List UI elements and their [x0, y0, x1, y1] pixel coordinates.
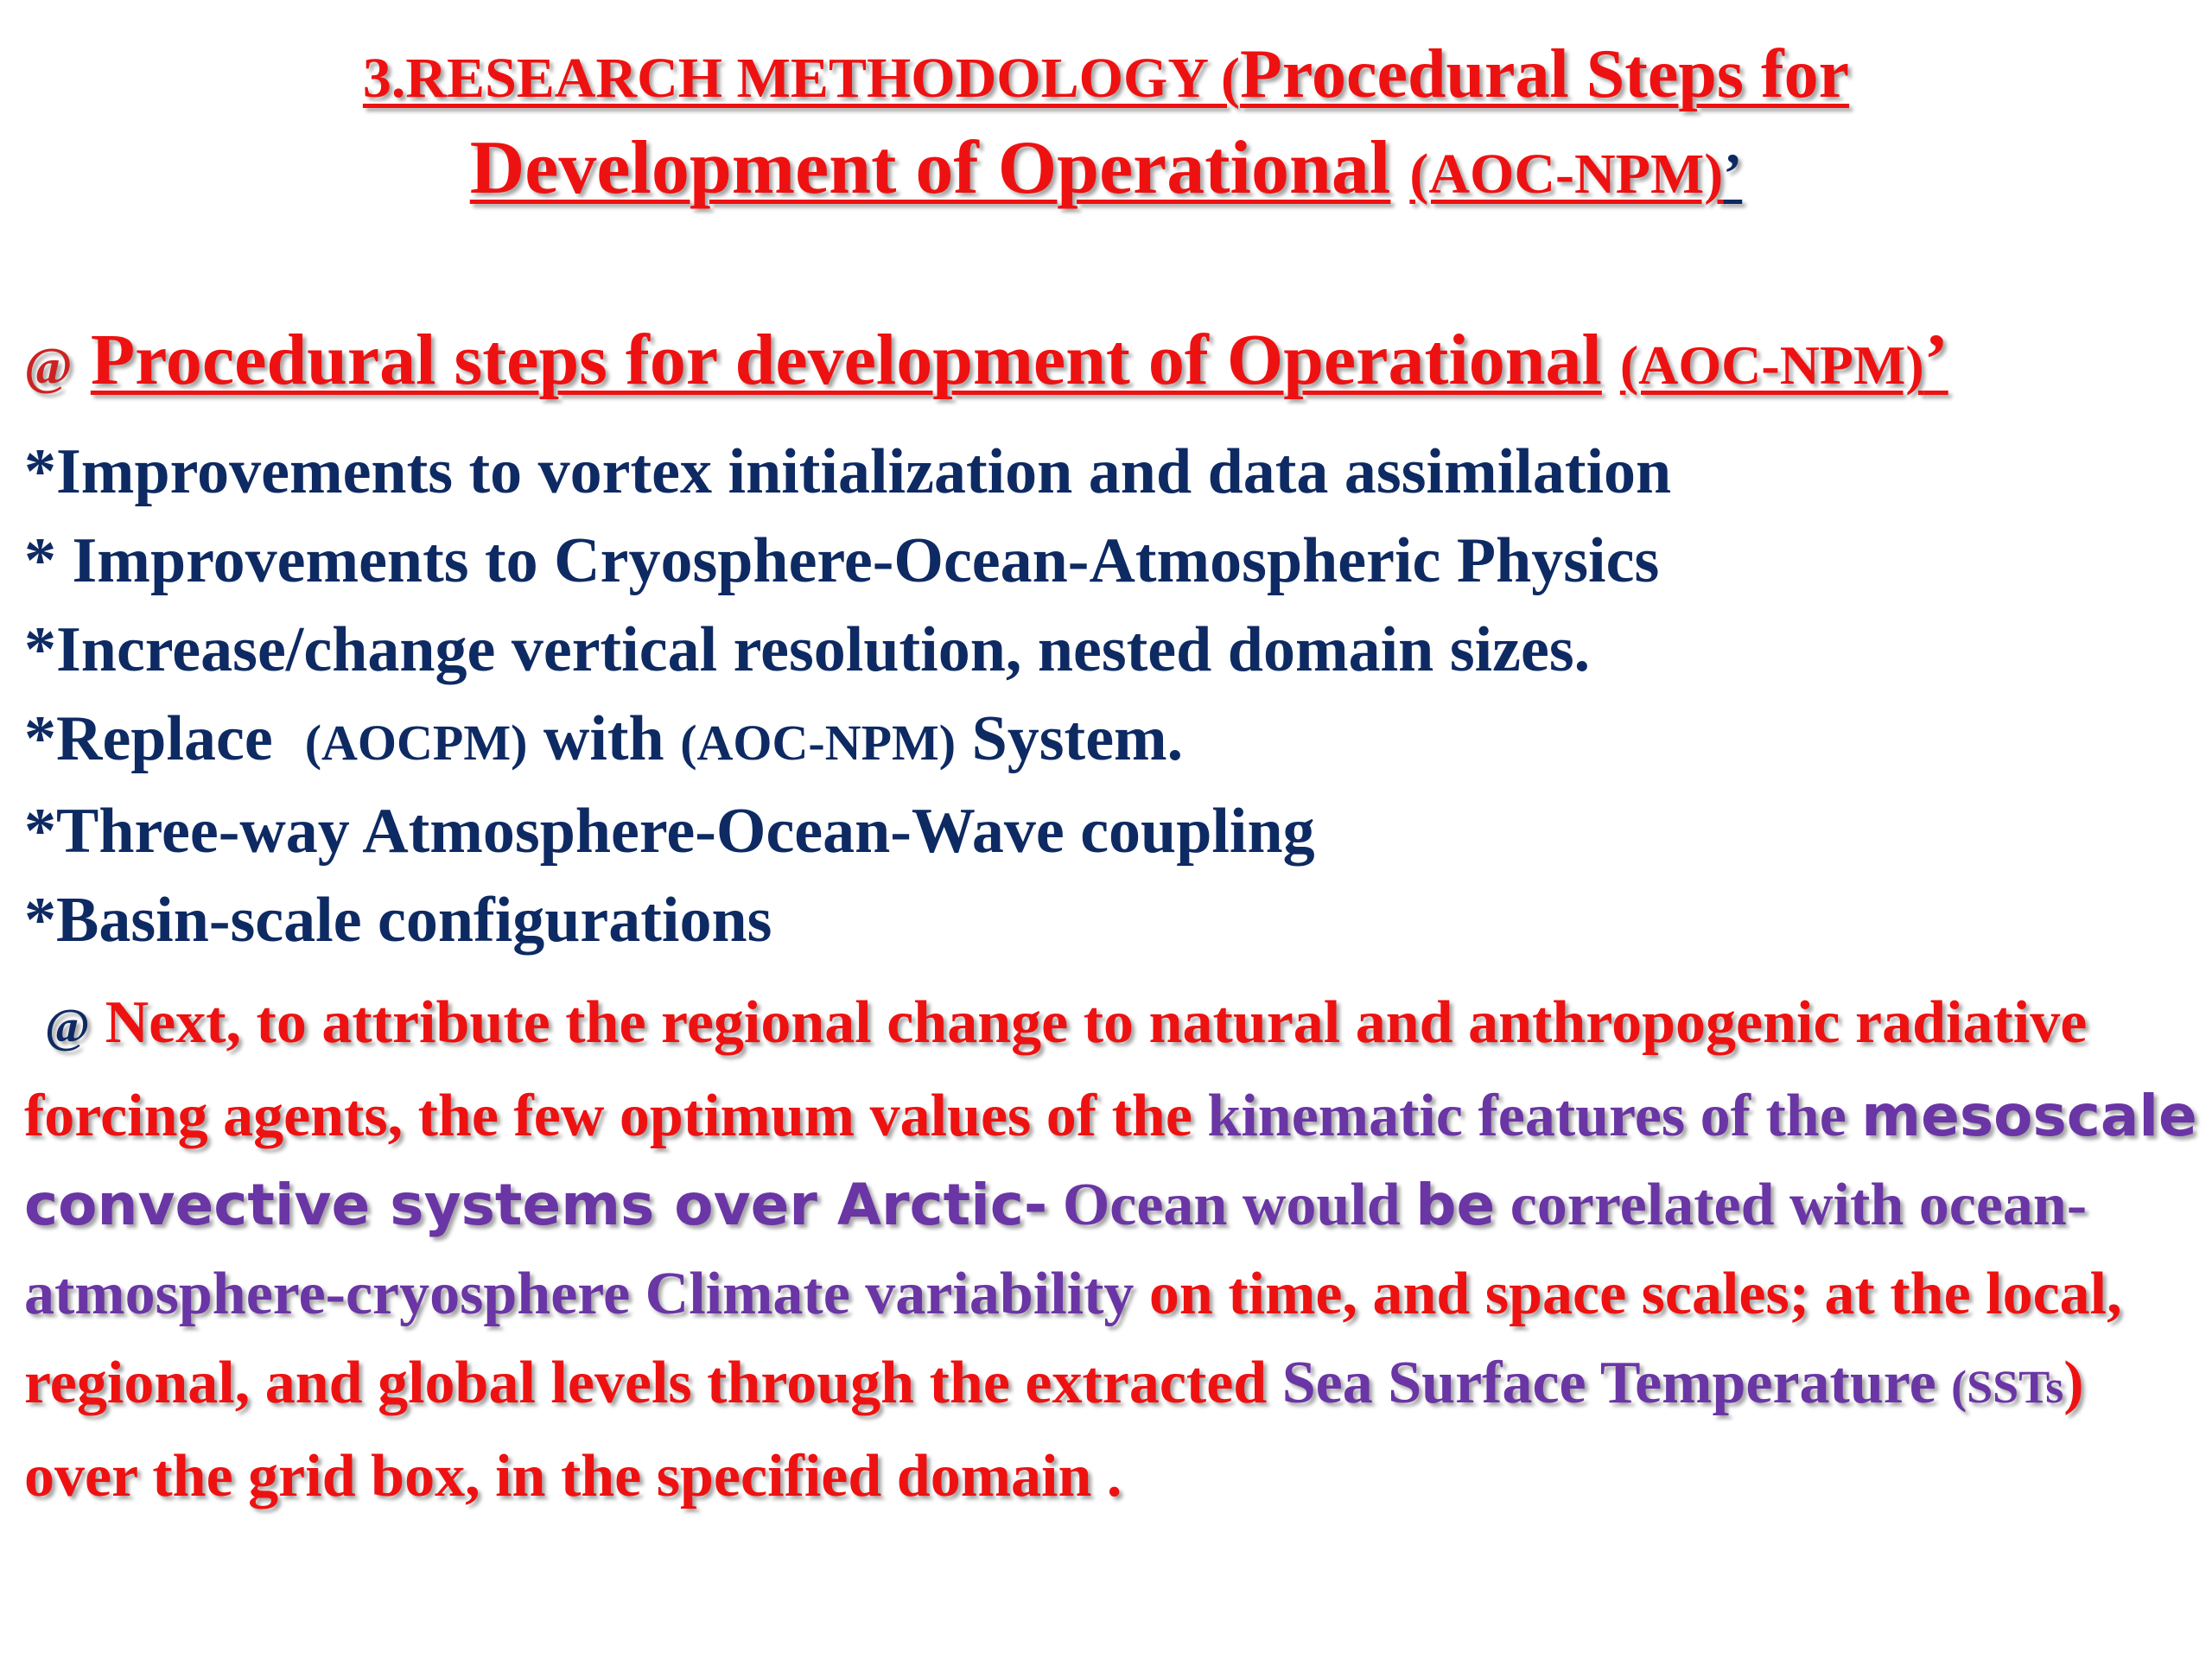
paragraph-segment-sans: mesoscale convective systems over Arctic-: [24, 1083, 2197, 1238]
step-item: *Three-way Atmosphere-Ocean-Wave coupling: [24, 796, 1315, 867]
at-symbol: @: [24, 338, 73, 395]
step-replace-old-system: (AOCPM): [304, 715, 528, 771]
step-item: *Increase/change vertical resolution, nested domain sizes.: [24, 614, 1591, 685]
research-paragraph: [24, 978, 2202, 1521]
at-symbol-paragraph: @: [45, 1000, 91, 1053]
paragraph-segment: correlated with ocean-atmosphere-cryosphere Climate variability: [24, 1172, 2088, 1327]
step-item: *Improvements to vortex initialization and data assimilation: [24, 436, 1672, 507]
step-replace-with: with: [543, 703, 664, 774]
paragraph-segment: Next, to attribute the regional change to natural and anthropogenic radiative forcing agents, the few optimum values of the: [24, 989, 2088, 1149]
paragraph-segment: Sea Surface Temperature: [1281, 1350, 1936, 1416]
paragraph-segment: Ocean would: [1062, 1172, 1401, 1238]
procedural-quote: ’: [1923, 320, 1948, 400]
title-emphasis: Procedural Steps for: [1240, 36, 1850, 112]
title-heading: 3.RESEARCH METHODOLOGY (: [362, 47, 1241, 110]
steps-list: [24, 428, 2202, 965]
paragraph-segment: kinematic features of the: [1207, 1083, 1847, 1149]
paragraph-segment: over the grid box, in the specified domain .: [24, 1443, 1122, 1510]
procedural-acronym: (AOC-NPM): [1619, 334, 1924, 396]
step-replace-new-system: (AOC-NPM): [680, 715, 957, 771]
paragraph-segment: ): [2063, 1350, 2084, 1416]
step-item: *Basin-scale configurations: [24, 885, 772, 956]
title-acronym: (AOC-NPM): [1409, 143, 1724, 206]
step-replace-text: *Replace: [24, 703, 273, 774]
title-emphasis-2: Development of Operational: [469, 126, 1391, 210]
procedural-heading-text: Procedural steps for development of Operational: [90, 320, 1602, 400]
title-quote: ’: [1723, 143, 1743, 206]
title-line-1: [0, 33, 2212, 116]
paragraph-segment-acronym: (SSTs: [1951, 1361, 2064, 1413]
paragraph-segment-sans: be: [1415, 1172, 1496, 1238]
procedural-heading: [24, 318, 2202, 402]
step-item: * Improvements to Cryosphere-Ocean-Atmospheric Physics: [24, 525, 1660, 596]
step-item-replace: [24, 695, 2202, 787]
title-line-2: [0, 123, 2212, 214]
paragraph-segment: on time, and space scales; at the local, regional, and global levels through the extracted: [24, 1261, 2122, 1416]
slide-title: [0, 33, 2212, 214]
step-replace-system: System.: [971, 703, 1184, 774]
